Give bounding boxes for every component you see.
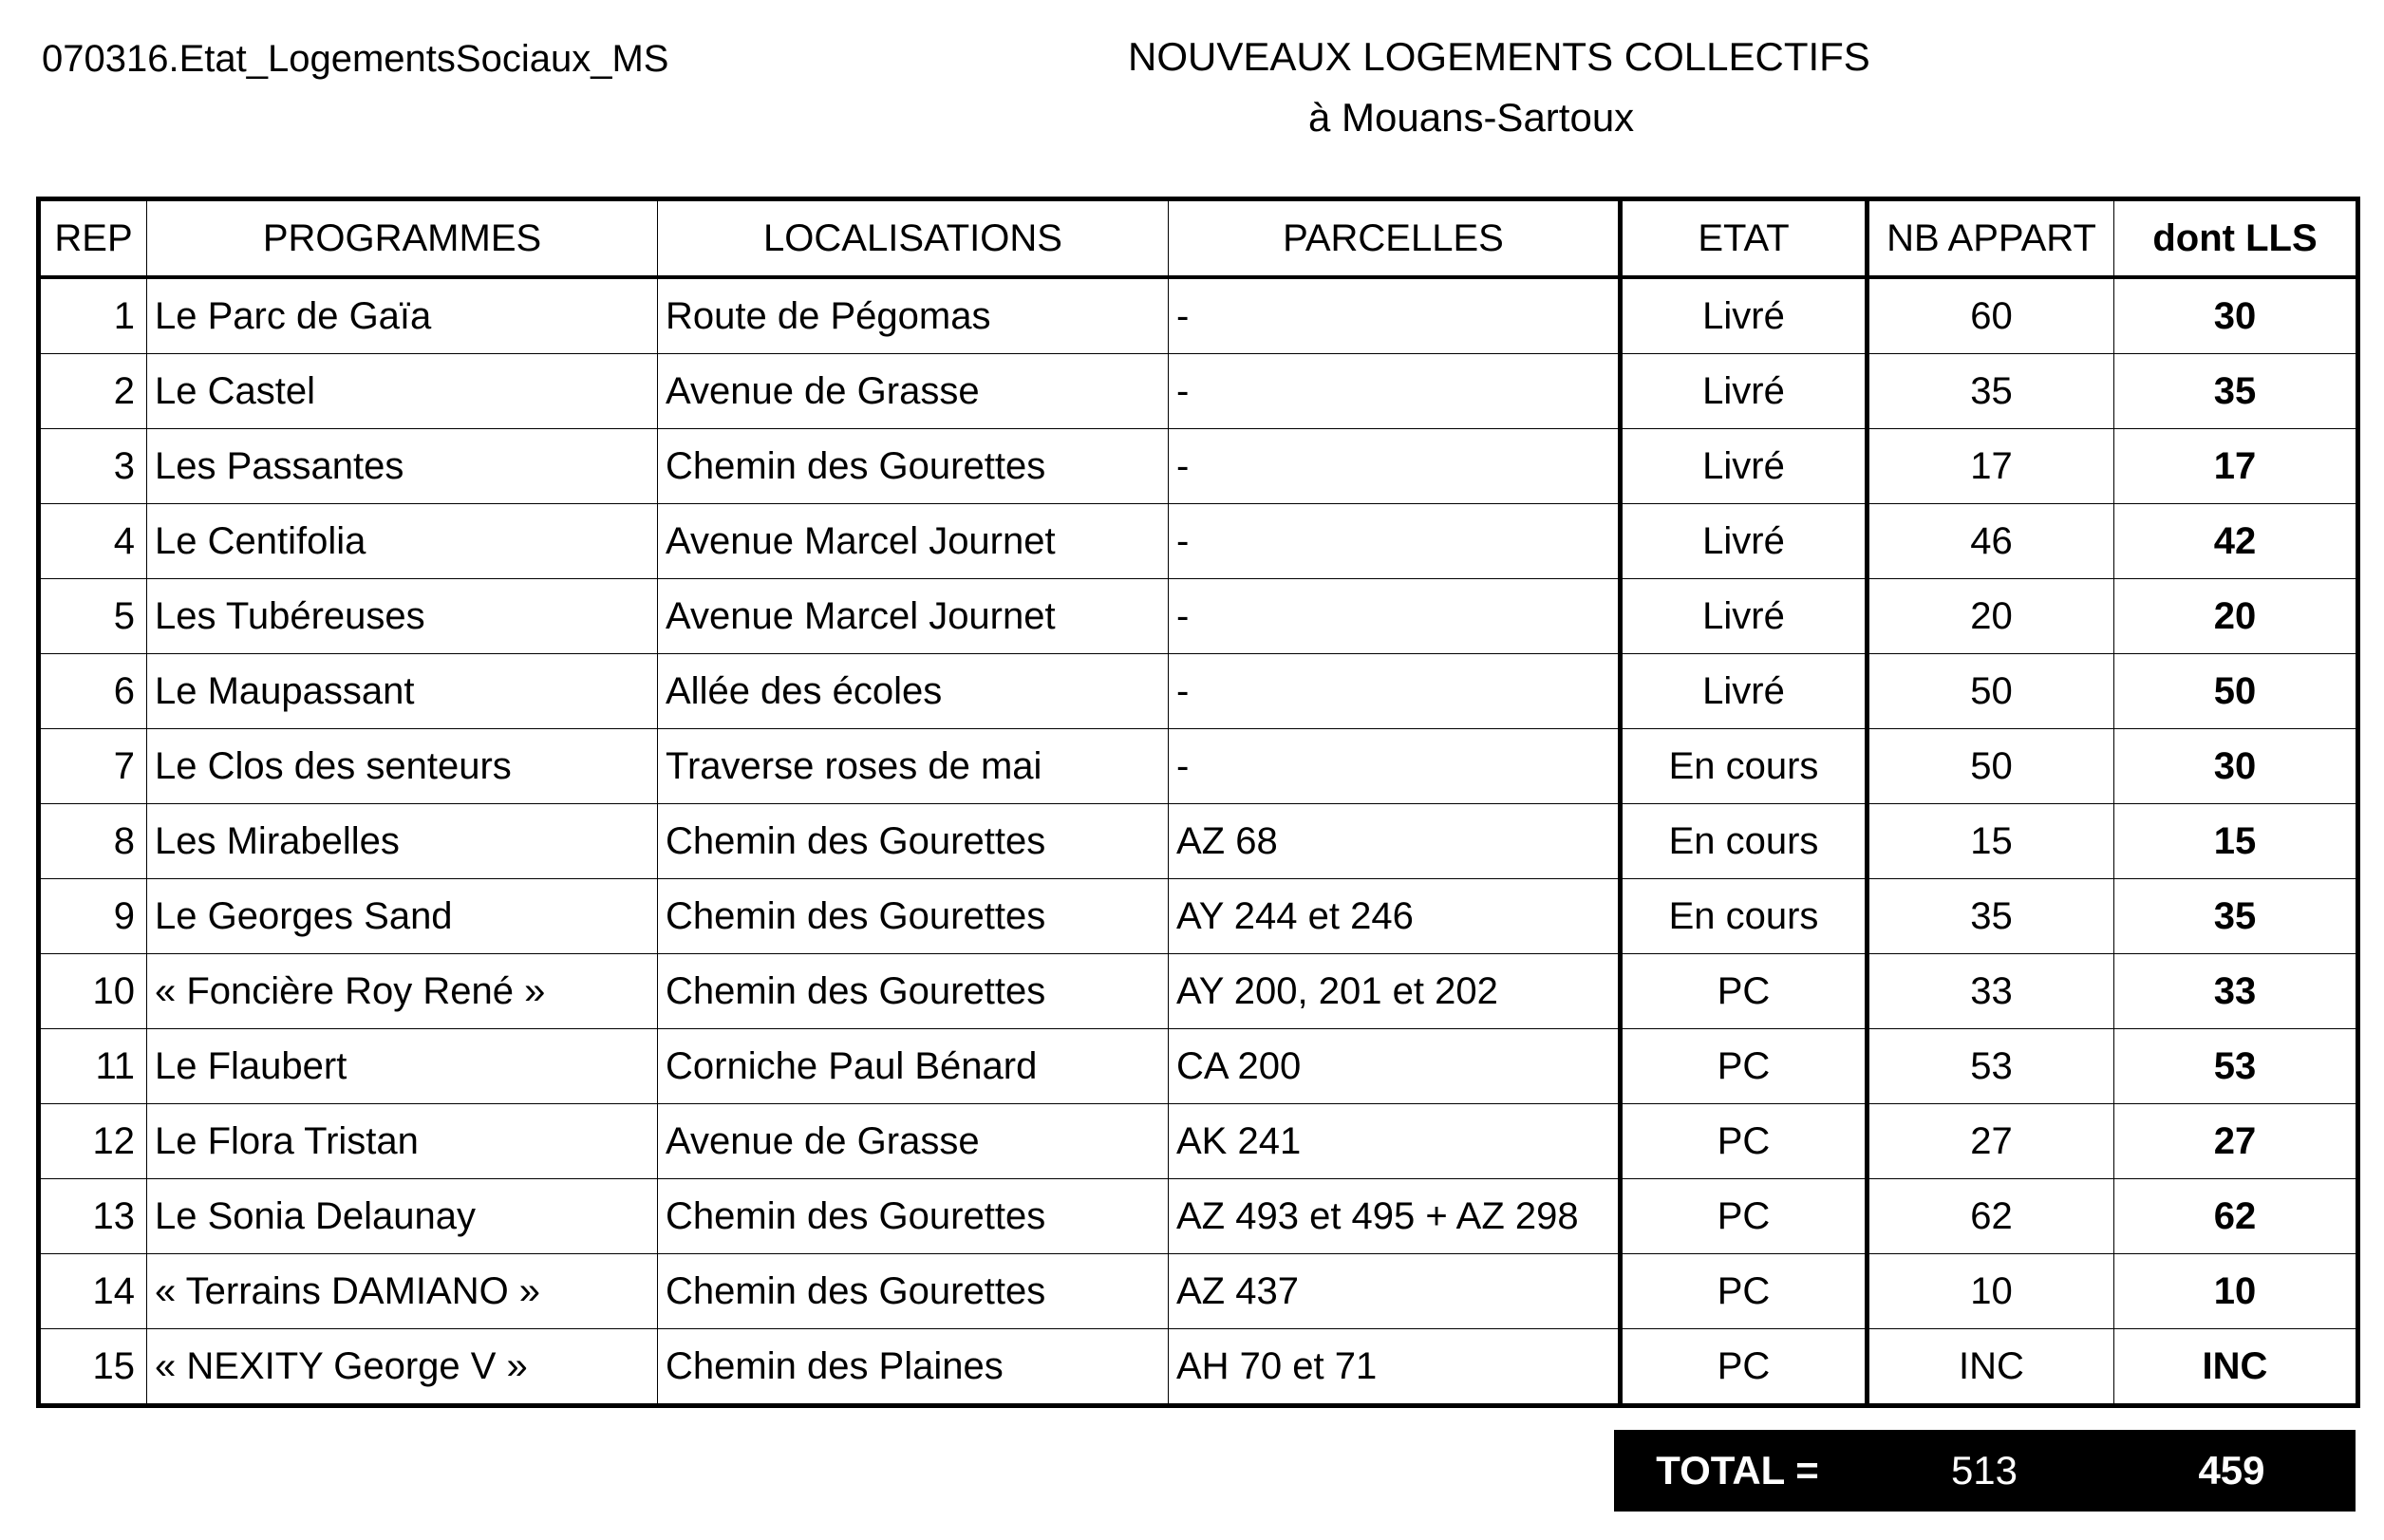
table-row: [39, 1104, 2358, 1179]
cell-localisation: Route de Pégomas: [658, 277, 1169, 354]
cell-programme: Le Sonia Delaunay: [147, 1179, 658, 1254]
cell-dont-lls: 35: [2114, 879, 2358, 954]
cell-rep: 10: [39, 954, 147, 1029]
cell-dont-lls: 33: [2114, 954, 2358, 1029]
cell-etat: Livré: [1621, 277, 1868, 354]
cell-etat: En cours: [1621, 879, 1868, 954]
cell-programme: Le Clos des senteurs: [147, 729, 658, 804]
cell-nb-appart: 62: [1868, 1179, 2114, 1254]
cell-parcelle: -: [1169, 579, 1621, 654]
cell-localisation: Corniche Paul Bénard: [658, 1029, 1169, 1104]
cell-localisation: Traverse roses de mai: [658, 729, 1169, 804]
cell-localisation: Chemin des Gourettes: [658, 1254, 1169, 1329]
cell-programme: « Terrains DAMIANO »: [147, 1254, 658, 1329]
cell-etat: PC: [1621, 1104, 1868, 1179]
page-title: NOUVEAUX LOGEMENTS COLLECTIFS: [1128, 34, 1870, 79]
cell-localisation: Chemin des Gourettes: [658, 1179, 1169, 1254]
cell-etat: PC: [1621, 954, 1868, 1029]
cell-dont-lls: 42: [2114, 504, 2358, 579]
cell-etat: PC: [1621, 1179, 1868, 1254]
cell-parcelle: -: [1169, 429, 1621, 504]
cell-parcelle: -: [1169, 504, 1621, 579]
cell-nb-appart: 46: [1868, 504, 2114, 579]
header-programmes: PROGRAMMES: [147, 199, 658, 278]
cell-programme: « Foncière Roy René »: [147, 954, 658, 1029]
cell-rep: 5: [39, 579, 147, 654]
table-row: [39, 804, 2358, 879]
header-localisations: LOCALISATIONS: [658, 199, 1169, 278]
table-row: [39, 954, 2358, 1029]
cell-nb-appart: 50: [1868, 654, 2114, 729]
cell-etat: En cours: [1621, 729, 1868, 804]
table-row: [39, 1029, 2358, 1104]
cell-parcelle: AY 200, 201 et 202: [1169, 954, 1621, 1029]
cell-etat: Livré: [1621, 654, 1868, 729]
cell-parcelle: -: [1169, 277, 1621, 354]
cell-rep: 12: [39, 1104, 147, 1179]
header-rep: REP: [39, 199, 147, 278]
cell-etat: Livré: [1621, 429, 1868, 504]
cell-rep: 9: [39, 879, 147, 954]
cell-localisation: Avenue Marcel Journet: [658, 504, 1169, 579]
cell-programme: Le Parc de Gaïa: [147, 277, 658, 354]
cell-parcelle: -: [1169, 729, 1621, 804]
table-row: [39, 729, 2358, 804]
cell-dont-lls: 53: [2114, 1029, 2358, 1104]
cell-localisation: Chemin des Gourettes: [658, 879, 1169, 954]
cell-rep: 7: [39, 729, 147, 804]
cell-rep: 15: [39, 1329, 147, 1406]
cell-nb-appart: 35: [1868, 354, 2114, 429]
cell-dont-lls: INC: [2114, 1329, 2358, 1406]
header-parcelles: PARCELLES: [1169, 199, 1621, 278]
header-nb-appart: NB APPART: [1868, 199, 2114, 278]
header-etat: ETAT: [1621, 199, 1868, 278]
cell-etat: PC: [1621, 1254, 1868, 1329]
total-dont-lls: 459: [2198, 1448, 2265, 1493]
cell-nb-appart: 27: [1868, 1104, 2114, 1179]
cell-parcelle: -: [1169, 654, 1621, 729]
cell-rep: 4: [39, 504, 147, 579]
cell-programme: Le Castel: [147, 354, 658, 429]
cell-localisation: Chemin des Gourettes: [658, 429, 1169, 504]
cell-parcelle: CA 200: [1169, 1029, 1621, 1104]
cell-etat: PC: [1621, 1329, 1868, 1406]
cell-nb-appart: 17: [1868, 429, 2114, 504]
cell-dont-lls: 50: [2114, 654, 2358, 729]
table-row: [39, 579, 2358, 654]
cell-rep: 8: [39, 804, 147, 879]
cell-nb-appart: 53: [1868, 1029, 2114, 1104]
cell-dont-lls: 17: [2114, 429, 2358, 504]
cell-programme: Les Passantes: [147, 429, 658, 504]
cell-programme: Le Georges Sand: [147, 879, 658, 954]
table-row: [39, 277, 2358, 354]
cell-localisation: Chemin des Gourettes: [658, 954, 1169, 1029]
cell-parcelle: AZ 437: [1169, 1254, 1621, 1329]
cell-rep: 13: [39, 1179, 147, 1254]
table-row: [39, 354, 2358, 429]
table-row: [39, 879, 2358, 954]
cell-dont-lls: 27: [2114, 1104, 2358, 1179]
cell-parcelle: AK 241: [1169, 1104, 1621, 1179]
cell-dont-lls: 62: [2114, 1179, 2358, 1254]
cell-dont-lls: 35: [2114, 354, 2358, 429]
cell-localisation: Chemin des Gourettes: [658, 804, 1169, 879]
cell-nb-appart: 35: [1868, 879, 2114, 954]
header-dont-lls: dont LLS: [2114, 199, 2358, 278]
cell-localisation: Avenue de Grasse: [658, 354, 1169, 429]
cell-programme: Le Centifolia: [147, 504, 658, 579]
total-nb-appart: 513: [1950, 1448, 2018, 1493]
cell-dont-lls: 20: [2114, 579, 2358, 654]
table-row: [39, 429, 2358, 504]
cell-rep: 14: [39, 1254, 147, 1329]
cell-programme: Le Flora Tristan: [147, 1104, 658, 1179]
table-header-row: [39, 199, 2358, 278]
page-subtitle: à Mouans-Sartoux: [1308, 95, 1635, 140]
cell-programme: « NEXITY George V »: [147, 1329, 658, 1406]
cell-dont-lls: 15: [2114, 804, 2358, 879]
cell-rep: 11: [39, 1029, 147, 1104]
cell-localisation: Allée des écoles: [658, 654, 1169, 729]
cell-parcelle: -: [1169, 354, 1621, 429]
cell-programme: Les Tubéreuses: [147, 579, 658, 654]
table-row: [39, 1254, 2358, 1329]
table-row: [39, 1329, 2358, 1406]
cell-nb-appart: 60: [1868, 277, 2114, 354]
cell-parcelle: AY 244 et 246: [1169, 879, 1621, 954]
cell-etat: PC: [1621, 1029, 1868, 1104]
cell-nb-appart: 20: [1868, 579, 2114, 654]
table-row: [39, 504, 2358, 579]
cell-localisation: Avenue Marcel Journet: [658, 579, 1169, 654]
cell-parcelle: AZ 493 et 495 + AZ 298: [1169, 1179, 1621, 1254]
cell-rep: 1: [39, 277, 147, 354]
cell-nb-appart: 33: [1868, 954, 2114, 1029]
cell-rep: 2: [39, 354, 147, 429]
cell-rep: 6: [39, 654, 147, 729]
cell-programme: Le Maupassant: [147, 654, 658, 729]
cell-programme: Les Mirabelles: [147, 804, 658, 879]
cell-localisation: Chemin des Plaines: [658, 1329, 1169, 1406]
cell-nb-appart: 15: [1868, 804, 2114, 879]
housing-table: [36, 197, 2360, 1408]
cell-etat: Livré: [1621, 354, 1868, 429]
cell-dont-lls: 30: [2114, 277, 2358, 354]
cell-etat: En cours: [1621, 804, 1868, 879]
cell-localisation: Avenue de Grasse: [658, 1104, 1169, 1179]
table-row: [39, 654, 2358, 729]
cell-etat: Livré: [1621, 504, 1868, 579]
cell-dont-lls: 30: [2114, 729, 2358, 804]
total-label: TOTAL =: [1656, 1448, 1819, 1493]
total-row: [1614, 1430, 2356, 1512]
cell-parcelle: AZ 68: [1169, 804, 1621, 879]
cell-programme: Le Flaubert: [147, 1029, 658, 1104]
cell-etat: Livré: [1621, 579, 1868, 654]
table-row: [39, 1179, 2358, 1254]
cell-nb-appart: 10: [1868, 1254, 2114, 1329]
cell-nb-appart: 50: [1868, 729, 2114, 804]
cell-nb-appart: INC: [1868, 1329, 2114, 1406]
document-reference: 070316.Etat_LogementsSociaux_MS: [42, 38, 669, 80]
cell-dont-lls: 10: [2114, 1254, 2358, 1329]
cell-parcelle: AH 70 et 71: [1169, 1329, 1621, 1406]
cell-rep: 3: [39, 429, 147, 504]
